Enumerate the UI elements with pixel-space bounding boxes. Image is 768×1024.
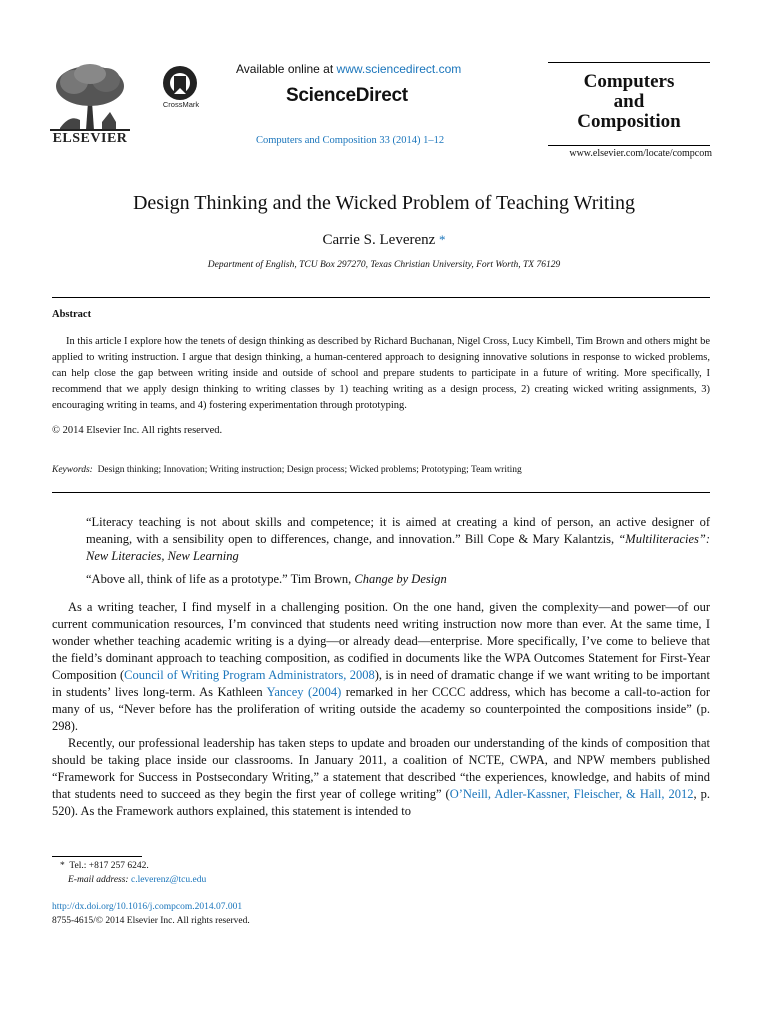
body-paragraph-1 (52, 599, 710, 735)
divider-bottom (52, 492, 710, 493)
author-name: Carrie S. Leverenz (322, 232, 436, 248)
epigraph-2-text: “Above all, think of life as a prototype.” Tim Brown, (86, 572, 355, 586)
epigraph-1-source: “Multiliteracies”: New Literacies, New Learning (86, 532, 710, 563)
available-prefix: Available online at (236, 62, 337, 76)
available-online (236, 62, 461, 76)
journal-reference[interactable]: Computers and Composition 33 (2014) 1–12 (256, 135, 445, 146)
footnote-tel (60, 861, 149, 871)
footnote-tel-text: Tel.: +817 257 6242. (69, 861, 149, 871)
issn-copyright: 8755-4615/© 2014 Elsevier Inc. All rights reserved. (52, 916, 250, 926)
sciencedirect-link[interactable]: www.sciencedirect.com (336, 62, 462, 76)
journal-title-box (548, 62, 710, 146)
body-paragraph-2 (52, 735, 710, 820)
author-line (0, 232, 768, 249)
email-link[interactable]: c.leverenz@tcu.edu (130, 875, 207, 885)
footnote-mark: * (60, 861, 65, 871)
keywords-label: Keywords: (52, 465, 93, 475)
abstract-text (52, 334, 710, 414)
sciencedirect-brand: ScienceDirect (286, 85, 408, 106)
epigraph-1 (86, 514, 710, 565)
journal-name-line-3: Composition (577, 111, 681, 132)
crossmark-icon[interactable] (160, 64, 200, 102)
keywords-list: Design thinking; Innovation; Writing instruction; Design process; Wicked problems; Prototyping; Team writing (97, 465, 522, 475)
abstract-copyright: © 2014 Elsevier Inc. All rights reserved. (52, 425, 223, 436)
author-footnote-mark[interactable]: * (439, 232, 446, 247)
journal-name-line-1: Computers (583, 71, 675, 92)
crossmark-label: CrossMark (162, 100, 200, 109)
divider-top (52, 297, 710, 298)
footnote-divider (52, 856, 142, 857)
abstract-heading: Abstract (52, 309, 92, 320)
elsevier-tree-logo (50, 62, 130, 132)
epigraph-2-source: Change by Design (354, 572, 447, 586)
citation-link[interactable]: Council of Writing Program Administrators, 2008 (124, 668, 375, 682)
author-affiliation: Department of English, TCU Box 297270, Texas Christian University, Fort Worth, TX 76129 (207, 260, 561, 270)
epigraph-2 (86, 571, 710, 588)
body-text: remarked in her CCCC address, which has become a call-to-action for many of us, “Never before has the proliferation of writing outside the academy so counterpointed the compositions inside” (p. 298). (52, 685, 711, 733)
body-text: , p. 520). As the Framework authors explained, this statement is intended to (52, 787, 710, 818)
citation-link[interactable]: Yancey (2004) (266, 685, 342, 699)
body-text: ), is in need of dramatic change if we want writing to be important in students’ lives long-term. As Kathleen (52, 668, 711, 699)
journal-url: www.elsevier.com/locate/compcom (569, 148, 712, 159)
abstract-paragraph: In this article I explore how the tenets of design thinking as described by Richard Buchanan, Nigel Cross, Lucy Kimbell, Tim Brown and others might be applied to writing instruction. I argue that design thinking, a human-centered approach to designing innovative solutions in response to wicked problems, can help close the gap between writing inside and outside of school and prepare students to participate in a future of writing. More specifically, I recommend that we apply design thinking to writing classes by 1) teaching writing as a design process, 2) creating wicked writing assignments, 3) encouraging writing in teams, and 4) fostering experimentation through prototyping. (52, 336, 710, 411)
body-text: Recently, our professional leadership has taken steps to update and broaden our understanding of the kinds of composition that should be taking place inside our classrooms. In January 2011, a coalition of NCTE, CWPA, and NPW members published “Framework for Success in Postsecondary Writing,” a statement that described “the experiences, knowledge, and habits of mind that students need to succeed as they begin the first year of college writing” ( (52, 736, 710, 801)
publisher-name: ELSEVIER (52, 131, 128, 146)
citation-link[interactable]: O’Neill, Adler-Kassner, Fleischer, & Hall, 2012 (449, 787, 694, 801)
footnote-email (68, 875, 206, 885)
article-body (52, 599, 710, 820)
body-text: As a writing teacher, I find myself in a challenging position. On the one hand, given the complexity—and power—of our current communication resources, I’m convinced that students need writing instruction now more than ever. At the same time, I wonder whether teaching academic writing is a dying—or already dead—enterprise. More specifically, I’ve come to believe that the field’s dominant approach to teaching composition, as codified in documents like the WPA Outcomes Statement for First-Year Composition ( (52, 600, 710, 682)
journal-name-line-2: and (613, 91, 645, 112)
epigraph-1-text: “Literacy teaching is not about skills and competence; it is aimed at creating a kind of person, an active designer of meaning, with a sensibility open to differences, change, and innovation.” Bill Cope & Mary Kalantzis, (86, 515, 710, 546)
article-title: Design Thinking and the Wicked Problem of Teaching Writing (132, 192, 636, 214)
email-label: E-mail address: (68, 875, 129, 885)
doi-link[interactable]: http://dx.doi.org/10.1016/j.compcom.2014.07.001 (52, 902, 243, 912)
keywords (52, 465, 710, 475)
